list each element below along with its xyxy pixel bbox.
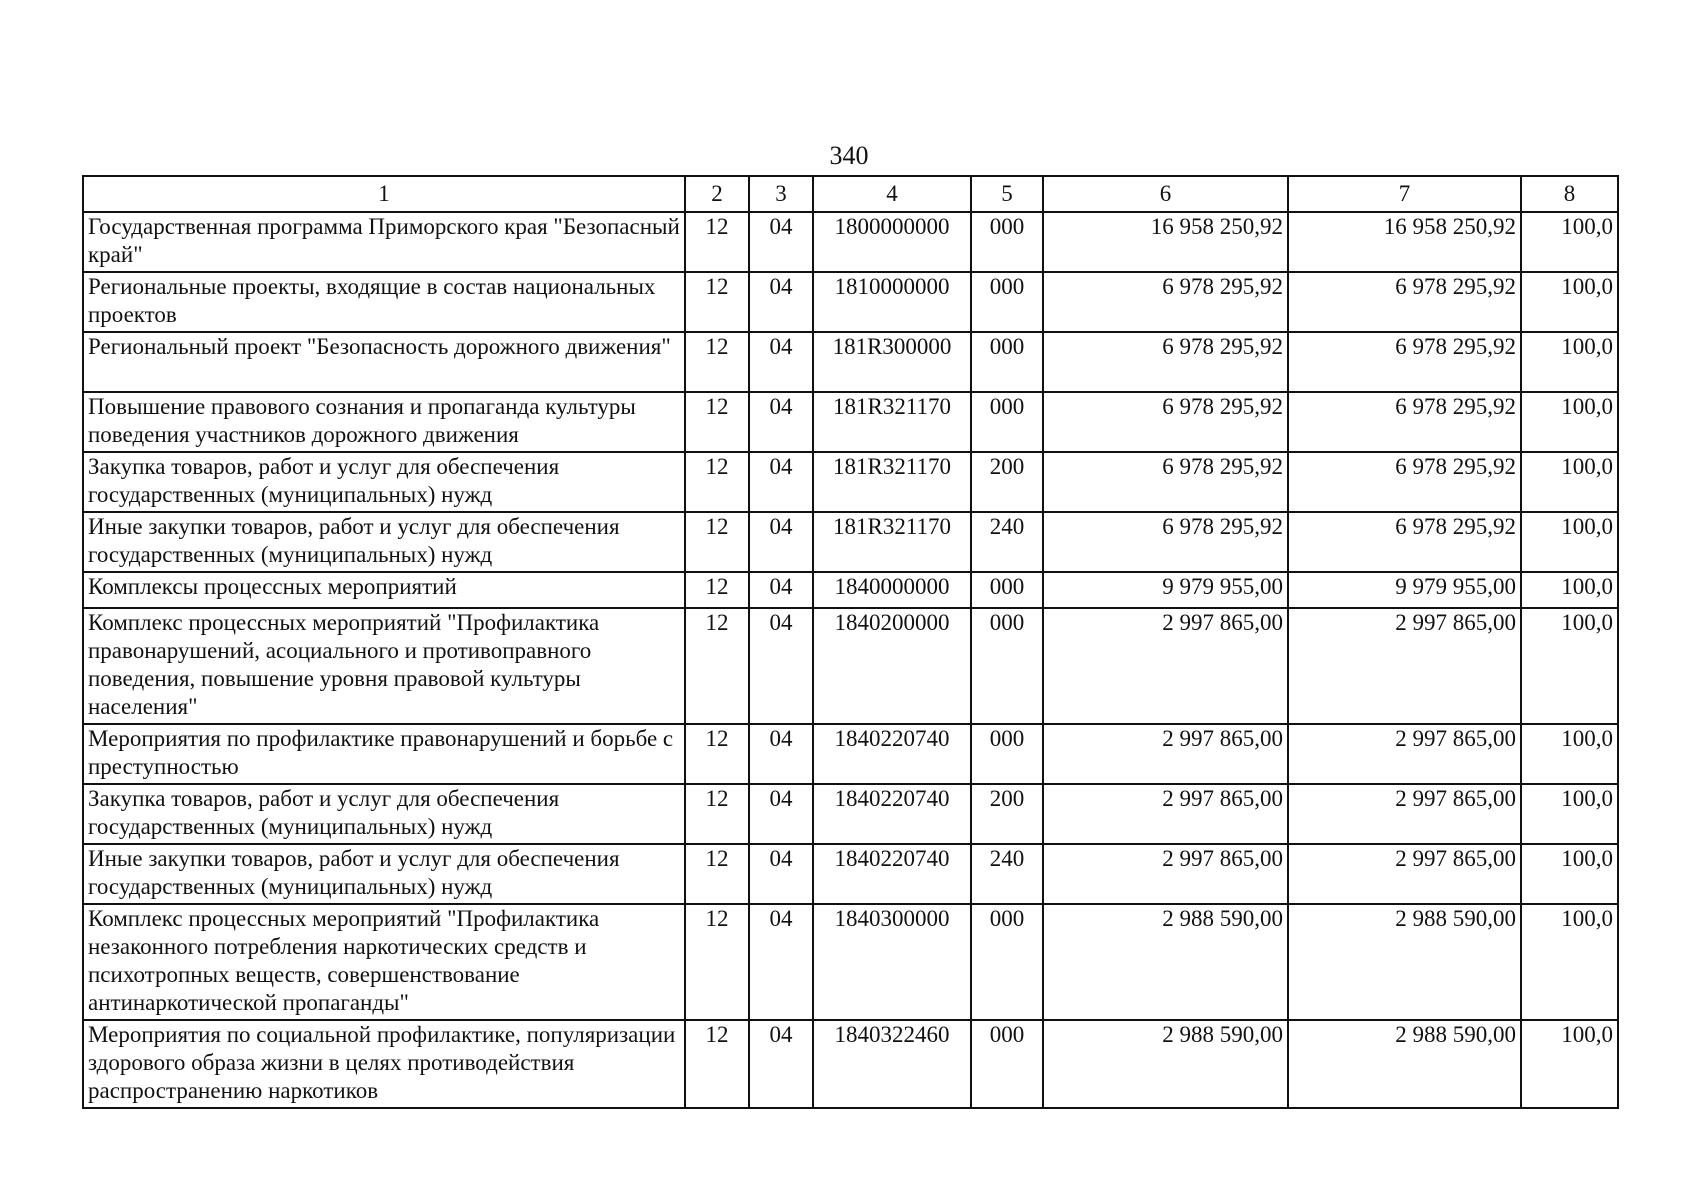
row-name: Комплекс процессных мероприятий "Профилактика незаконного потребления наркотических средств и психотропных веществ, совершенствование антинаркотической пропаганды" <box>83 904 685 1020</box>
table-row <box>83 272 1618 332</box>
row-subsection: 04 <box>749 844 813 904</box>
column-header-7: 7 <box>1288 176 1521 212</box>
row-amount-executed: 2 997 865,00 <box>1288 724 1521 784</box>
row-name: Иные закупки товаров, работ и услуг для обеспечения государственных (муниципальных) нужд <box>83 844 685 904</box>
row-amount-executed: 16 958 250,92 <box>1288 212 1521 272</box>
row-expense-type: 000 <box>971 724 1043 784</box>
row-percent: 100,0 <box>1521 844 1618 904</box>
row-section: 12 <box>685 452 749 512</box>
row-amount-planned: 6 978 295,92 <box>1043 452 1288 512</box>
row-target-code: 181R321170 <box>813 452 971 512</box>
row-amount-executed: 6 978 295,92 <box>1288 332 1521 392</box>
row-target-code: 1840220740 <box>813 784 971 844</box>
row-amount-planned: 16 958 250,92 <box>1043 212 1288 272</box>
table-row <box>83 212 1618 272</box>
column-header-4: 4 <box>813 176 971 212</box>
row-amount-planned: 6 978 295,92 <box>1043 272 1288 332</box>
row-amount-executed: 6 978 295,92 <box>1288 452 1521 512</box>
row-amount-executed: 2 988 590,00 <box>1288 904 1521 1020</box>
table-row <box>83 784 1618 844</box>
row-subsection: 04 <box>749 572 813 608</box>
row-target-code: 1840322460 <box>813 1020 971 1108</box>
row-subsection: 04 <box>749 332 813 392</box>
row-expense-type: 000 <box>971 1020 1043 1108</box>
row-amount-executed: 2 997 865,00 <box>1288 844 1521 904</box>
row-section: 12 <box>685 844 749 904</box>
row-subsection: 04 <box>749 608 813 724</box>
table-row <box>83 392 1618 452</box>
row-percent: 100,0 <box>1521 1020 1618 1108</box>
row-section: 12 <box>685 724 749 784</box>
table-row <box>83 904 1618 1020</box>
row-subsection: 04 <box>749 212 813 272</box>
header-row <box>83 176 1618 212</box>
table-row <box>83 452 1618 512</box>
row-percent: 100,0 <box>1521 512 1618 572</box>
row-subsection: 04 <box>749 512 813 572</box>
column-header-8: 8 <box>1521 176 1618 212</box>
row-name: Комплексы процессных мероприятий <box>83 572 685 608</box>
row-amount-planned: 2 997 865,00 <box>1043 784 1288 844</box>
row-section: 12 <box>685 212 749 272</box>
row-target-code: 181R300000 <box>813 332 971 392</box>
row-expense-type: 000 <box>971 904 1043 1020</box>
table-row <box>83 608 1618 724</box>
row-amount-planned: 2 997 865,00 <box>1043 724 1288 784</box>
budget-table <box>82 175 1619 1109</box>
row-section: 12 <box>685 784 749 844</box>
row-amount-executed: 9 979 955,00 <box>1288 572 1521 608</box>
row-expense-type: 200 <box>971 452 1043 512</box>
row-amount-planned: 9 979 955,00 <box>1043 572 1288 608</box>
row-amount-executed: 6 978 295,92 <box>1288 512 1521 572</box>
row-name: Государственная программа Приморского края "Безопасный край" <box>83 212 685 272</box>
row-expense-type: 000 <box>971 212 1043 272</box>
row-section: 12 <box>685 332 749 392</box>
row-section: 12 <box>685 904 749 1020</box>
row-target-code: 1840220740 <box>813 724 971 784</box>
row-target-code: 181R321170 <box>813 392 971 452</box>
row-name: Мероприятия по профилактике правонарушений и борьбе с преступностью <box>83 724 685 784</box>
row-amount-planned: 6 978 295,92 <box>1043 392 1288 452</box>
row-amount-executed: 6 978 295,92 <box>1288 392 1521 452</box>
row-target-code: 1840220740 <box>813 844 971 904</box>
table-row <box>83 844 1618 904</box>
table-row <box>83 724 1618 784</box>
row-target-code: 1800000000 <box>813 212 971 272</box>
row-target-code: 1840300000 <box>813 904 971 1020</box>
row-amount-executed: 2 988 590,00 <box>1288 1020 1521 1108</box>
row-target-code: 181R321170 <box>813 512 971 572</box>
row-name: Комплекс процессных мероприятий "Профилактика правонарушений, асоциального и противоправного поведения, повышение уровня правовой культуры населения" <box>83 608 685 724</box>
column-header-1: 1 <box>83 176 685 212</box>
page-number: 340 <box>829 141 869 170</box>
row-section: 12 <box>685 272 749 332</box>
row-section: 12 <box>685 392 749 452</box>
row-percent: 100,0 <box>1521 572 1618 608</box>
row-expense-type: 240 <box>971 512 1043 572</box>
row-section: 12 <box>685 512 749 572</box>
row-name: Закупка товаров, работ и услуг для обеспечения государственных (муниципальных) нужд <box>83 784 685 844</box>
row-subsection: 04 <box>749 272 813 332</box>
row-amount-planned: 2 997 865,00 <box>1043 844 1288 904</box>
row-percent: 100,0 <box>1521 392 1618 452</box>
row-name: Мероприятия по социальной профилактике, популяризации здорового образа жизни в целях противодействия распространению наркотиков <box>83 1020 685 1108</box>
row-subsection: 04 <box>749 1020 813 1108</box>
row-section: 12 <box>685 608 749 724</box>
row-name: Закупка товаров, работ и услуг для обеспечения государственных (муниципальных) нужд <box>83 452 685 512</box>
row-amount-planned: 2 988 590,00 <box>1043 904 1288 1020</box>
row-percent: 100,0 <box>1521 332 1618 392</box>
row-expense-type: 000 <box>971 332 1043 392</box>
row-amount-planned: 6 978 295,92 <box>1043 512 1288 572</box>
column-header-5: 5 <box>971 176 1043 212</box>
row-expense-type: 000 <box>971 272 1043 332</box>
row-target-code: 1840200000 <box>813 608 971 724</box>
column-header-3: 3 <box>749 176 813 212</box>
row-name: Иные закупки товаров, работ и услуг для обеспечения государственных (муниципальных) нужд <box>83 512 685 572</box>
column-header-6: 6 <box>1043 176 1288 212</box>
row-amount-planned: 2 988 590,00 <box>1043 1020 1288 1108</box>
table-row <box>83 1020 1618 1108</box>
table-row <box>83 512 1618 572</box>
row-amount-planned: 6 978 295,92 <box>1043 332 1288 392</box>
row-subsection: 04 <box>749 392 813 452</box>
row-target-code: 1840000000 <box>813 572 971 608</box>
row-percent: 100,0 <box>1521 452 1618 512</box>
row-expense-type: 200 <box>971 784 1043 844</box>
row-subsection: 04 <box>749 724 813 784</box>
row-section: 12 <box>685 572 749 608</box>
row-name: Повышение правового сознания и пропаганда культуры поведения участников дорожного движения <box>83 392 685 452</box>
row-expense-type: 000 <box>971 392 1043 452</box>
row-percent: 100,0 <box>1521 784 1618 844</box>
table-row <box>83 332 1618 392</box>
row-percent: 100,0 <box>1521 724 1618 784</box>
row-section: 12 <box>685 1020 749 1108</box>
row-subsection: 04 <box>749 452 813 512</box>
row-percent: 100,0 <box>1521 272 1618 332</box>
column-header-2: 2 <box>685 176 749 212</box>
row-expense-type: 000 <box>971 572 1043 608</box>
row-subsection: 04 <box>749 784 813 844</box>
row-expense-type: 240 <box>971 844 1043 904</box>
row-expense-type: 000 <box>971 608 1043 724</box>
row-percent: 100,0 <box>1521 212 1618 272</box>
row-percent: 100,0 <box>1521 904 1618 1020</box>
row-amount-executed: 2 997 865,00 <box>1288 608 1521 724</box>
row-amount-executed: 6 978 295,92 <box>1288 272 1521 332</box>
row-percent: 100,0 <box>1521 608 1618 724</box>
row-amount-planned: 2 997 865,00 <box>1043 608 1288 724</box>
row-target-code: 1810000000 <box>813 272 971 332</box>
row-amount-executed: 2 997 865,00 <box>1288 784 1521 844</box>
row-name: Региональный проект "Безопасность дорожного движения" <box>83 332 685 392</box>
row-subsection: 04 <box>749 904 813 1020</box>
row-name: Региональные проекты, входящие в состав национальных проектов <box>83 272 685 332</box>
table-row <box>83 572 1618 608</box>
